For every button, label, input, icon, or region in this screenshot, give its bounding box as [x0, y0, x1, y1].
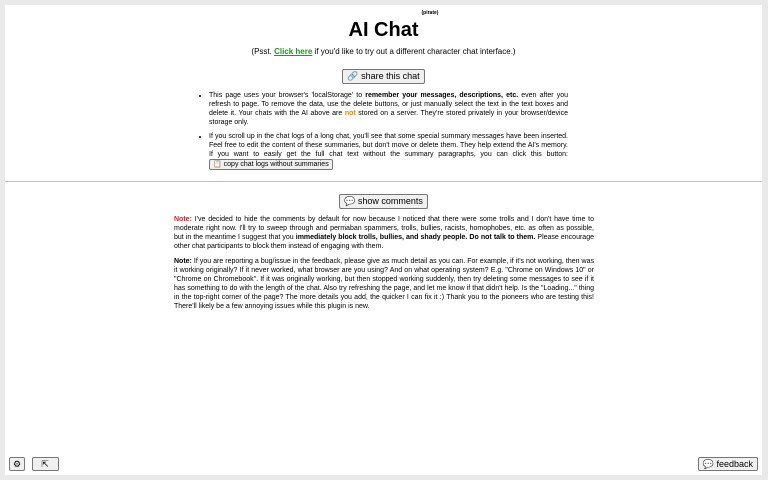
info-summaries-text: If you scroll up in the chat logs of a long chat, you'll see that some special summary messages have been inserted. Feel free to edit the content of these summaries, but don't move or delete them. They help extend the AI's memory. If you want to easily get the full chat text without the summary paragraphs, you can click this button:: [209, 133, 568, 158]
comments-container: [5, 191, 762, 209]
chat-header-section: [5, 5, 762, 181]
info-storage-text-3: stored on a server. They're stored privately in your browser/device storage only.: [209, 110, 568, 126]
copy-chat-logs-button[interactable]: 📋 copy chat logs without summaries: [209, 159, 333, 170]
note-1-text: I've decided to hide the comments by default for now because I noticed that there were some trolls and I don't have time to moderate right now. I'll try to sweep through and permaban spammers, trolls, bullies, racists, homophobes, etc. as often as possible, but in the meantime I suggest that you: [174, 216, 594, 241]
share-container: [5, 66, 762, 84]
character-tag: (pirate): [421, 10, 439, 16]
fullscreen-button[interactable]: ⇱: [32, 457, 59, 471]
note-1-bold: immediately block trolls, bullies, and shady people. Do not talk to them.: [295, 234, 536, 241]
feedback-button[interactable]: 💬 feedback: [698, 457, 758, 471]
psst-prefix: (Psst.: [251, 47, 275, 56]
main-card: [5, 5, 762, 475]
bottom-right-controls: [698, 454, 758, 472]
other-interface-link[interactable]: Click here: [274, 47, 313, 56]
page-title: [348, 10, 439, 42]
info-storage-text-1: This page uses your browser's 'localStorage' to: [209, 92, 366, 99]
info-item-storage: [209, 91, 568, 127]
psst-line: [5, 47, 762, 56]
info-item-summaries: [209, 132, 568, 170]
note-1-text-post: Please encourage other chat participants to block them instead of engaging with them.: [174, 234, 594, 250]
section-divider: [5, 181, 762, 182]
page-title-text: AI Chat: [348, 19, 419, 41]
notes-section: [174, 215, 594, 317]
info-storage-text-2: even after you refresh to page. To remove the data, use the delete buttons, or just manually select the text in the text boxes and delete it. Your chats with the AI above are: [209, 92, 568, 117]
note-comments: [174, 215, 594, 251]
info-storage-not: not: [344, 110, 356, 117]
note-2-text: If you are reporting a bug/issue in the feedback, please give as much detail as you can. For example, if it's not working, then was it working originally? If it never worked, what browser are you using? And on what operating system? E.g. "Chrome on Windows 10" or "Chrome on Chromebook". If it was originally working, but then stopped working suddenly, then try deleting some messages to see if it has something to do with the length of the chat. Also try refreshing the page, and let me know if that didn't help. Is the "Loading..." thing in the top-right corner of the page? The more details you add, the quicker I can fix it :) Thank you to the pioneers who are testing this! There'll likely be a few annoying issues while this plugin is new.: [174, 258, 594, 310]
note-feedback: [174, 257, 594, 311]
share-chat-button[interactable]: 🔗 share this chat: [342, 69, 424, 84]
bottom-left-controls: [9, 454, 61, 472]
note-label-1: Note:: [174, 216, 192, 223]
info-storage-bold: remember your messages, descriptions, etc.: [365, 92, 519, 99]
title-container: [5, 10, 762, 42]
show-comments-button[interactable]: 💬 show comments: [339, 194, 428, 209]
note-label-2: Note:: [174, 258, 192, 265]
settings-button[interactable]: ⚙: [9, 457, 25, 471]
info-list: [200, 91, 568, 175]
psst-suffix: if you'd like to try out a different character chat interface.): [312, 47, 516, 56]
